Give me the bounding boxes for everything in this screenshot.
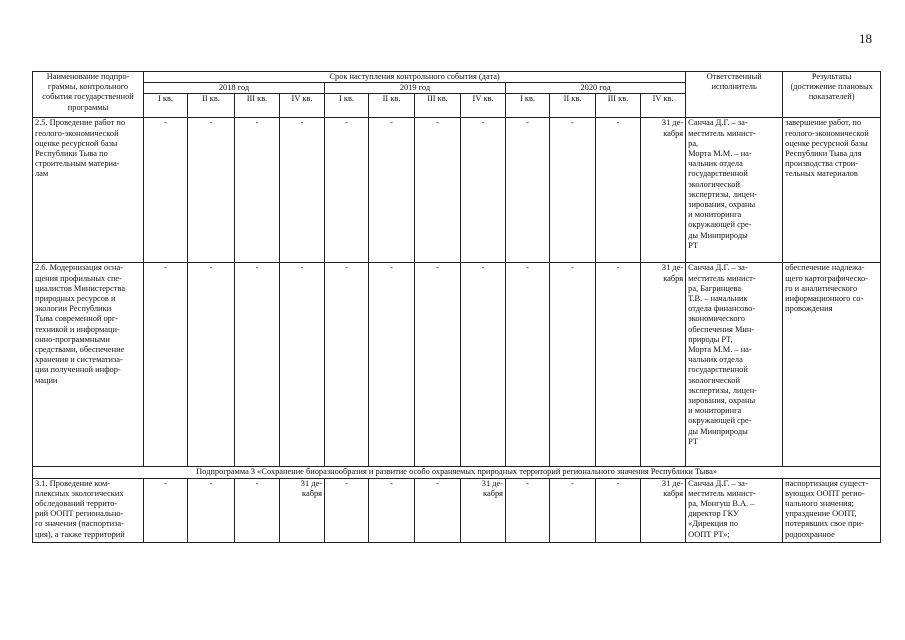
date-cell: 31 де- кабря: [641, 263, 686, 467]
date-cell: -: [506, 118, 550, 263]
date-cell: -: [506, 478, 550, 542]
date-cell: -: [144, 478, 188, 542]
date-cell: -: [369, 478, 415, 542]
header-year-2019: 2019 год: [325, 83, 506, 94]
results-cell: завершение работ, по геолого-экономической оценке ресурсной базы Республики Тыва для производства строи- тельных материалов: [783, 118, 881, 263]
responsible-cell: Санчаа Д.Г. – за- меститель минист- ра, Монгуш В.А. – директор ГКУ «Дирекция по ООПТ РТ»;: [686, 478, 783, 542]
date-cell: 31 де- кабря: [641, 118, 686, 263]
page-number: 18: [859, 31, 872, 46]
event-name: 2.5. Проведение работ по геолого-экономической оценке ресурсной базы Республики Тыва по строительным материа- лам: [33, 118, 144, 263]
date-cell: -: [235, 263, 280, 467]
table-row: [33, 263, 881, 467]
quarter-header: III кв.: [235, 94, 280, 118]
header-responsible: Ответственный исполнитель: [686, 72, 783, 118]
date-cell: -: [188, 478, 235, 542]
event-name: 2.6. Модернизация осна- щения профильных спе- циалистов Министерства природных ресурсов и экологии Республики Тыва современной орг- техникой и информаци- онно-программными средствами, обеспечение хранения и систематиза- ции полученной инфор- мации: [33, 263, 144, 467]
quarter-header: III кв.: [596, 94, 641, 118]
date-cell: -: [144, 263, 188, 467]
date-cell: -: [461, 263, 506, 467]
date-cell: -: [415, 263, 461, 467]
date-cell: -: [596, 118, 641, 263]
header-results: Результаты (достижение плановых показателей): [783, 72, 881, 118]
date-cell: -: [506, 263, 550, 467]
quarter-header: II кв.: [369, 94, 415, 118]
date-cell: -: [369, 118, 415, 263]
date-cell: -: [550, 478, 596, 542]
quarter-header: III кв.: [415, 94, 461, 118]
quarter-header: IV кв.: [641, 94, 686, 118]
header-deadline: Срок наступления контрольного события (дата): [144, 72, 686, 83]
date-cell: -: [280, 118, 325, 263]
date-cell: -: [235, 118, 280, 263]
table-row: [33, 478, 881, 542]
date-cell: -: [415, 118, 461, 263]
date-cell: 31 де- кабря: [280, 478, 325, 542]
results-cell: паспортизация сущест- вующих ООПТ регио- нального значения; упразднение ООПТ, потерявших свое при- родоохранное: [783, 478, 881, 542]
quarter-header: IV кв.: [461, 94, 506, 118]
date-cell: -: [235, 478, 280, 542]
quarter-header: II кв.: [550, 94, 596, 118]
date-cell: -: [144, 118, 188, 263]
date-cell: -: [415, 478, 461, 542]
results-cell: обеспечение надлежа- щего картографическо- го и аналитического информационного со- провождения: [783, 263, 881, 467]
header-year-2018: 2018 год: [144, 83, 325, 94]
date-cell: -: [369, 263, 415, 467]
date-cell: -: [461, 118, 506, 263]
header-name: Наименование подпро- граммы, контрольного события государственной программы: [33, 72, 144, 118]
responsible-cell: Санчаа Д.Г. – за- меститель минист- ра, Морта М.М. – на- чальник отдела государственной экологической экспертизы, лицен- зирования, охраны и мониторинга окружающей сре- ды Минприроды РТ: [686, 118, 783, 263]
quarter-header: IV кв.: [280, 94, 325, 118]
subprogram-title: Подпрограмма 3 «Сохранение биоразнообразия и развитие особо охраняемых природных территорий регионального значения Республики Тыва»: [33, 467, 881, 478]
table-row: [33, 118, 881, 263]
header-year-2020: 2020 год: [506, 83, 686, 94]
subprogram-row: [33, 467, 881, 478]
date-cell: 31 де- кабря: [641, 478, 686, 542]
date-cell: 31 де- кабря: [461, 478, 506, 542]
date-cell: -: [280, 263, 325, 467]
date-cell: -: [188, 263, 235, 467]
date-cell: -: [325, 118, 369, 263]
date-cell: -: [550, 263, 596, 467]
quarter-header: II кв.: [188, 94, 235, 118]
quarter-header: I кв.: [144, 94, 188, 118]
control-events-table: [32, 71, 881, 543]
date-cell: -: [325, 478, 369, 542]
date-cell: -: [325, 263, 369, 467]
date-cell: -: [188, 118, 235, 263]
date-cell: -: [550, 118, 596, 263]
quarter-header: I кв.: [506, 94, 550, 118]
date-cell: -: [596, 263, 641, 467]
responsible-cell: Санчаа Д.Г. – за- меститель минист- ра, Багринцева Т.В. – начальник отдела финансово- экономического обеспечения Мин- природы РТ, Морта М.М. – на- чальник отдела государственной экологической экспертизы, лицен- зирования, охраны и мониторинга окружающей сре- ды Минприроды РТ: [686, 263, 783, 467]
quarter-header: I кв.: [325, 94, 369, 118]
event-name: 3.1. Проведение ком- плексных экологических обследований террито- рий ООПТ регионально- го значения (паспортиза- ция), а также территорий: [33, 478, 144, 542]
date-cell: -: [596, 478, 641, 542]
